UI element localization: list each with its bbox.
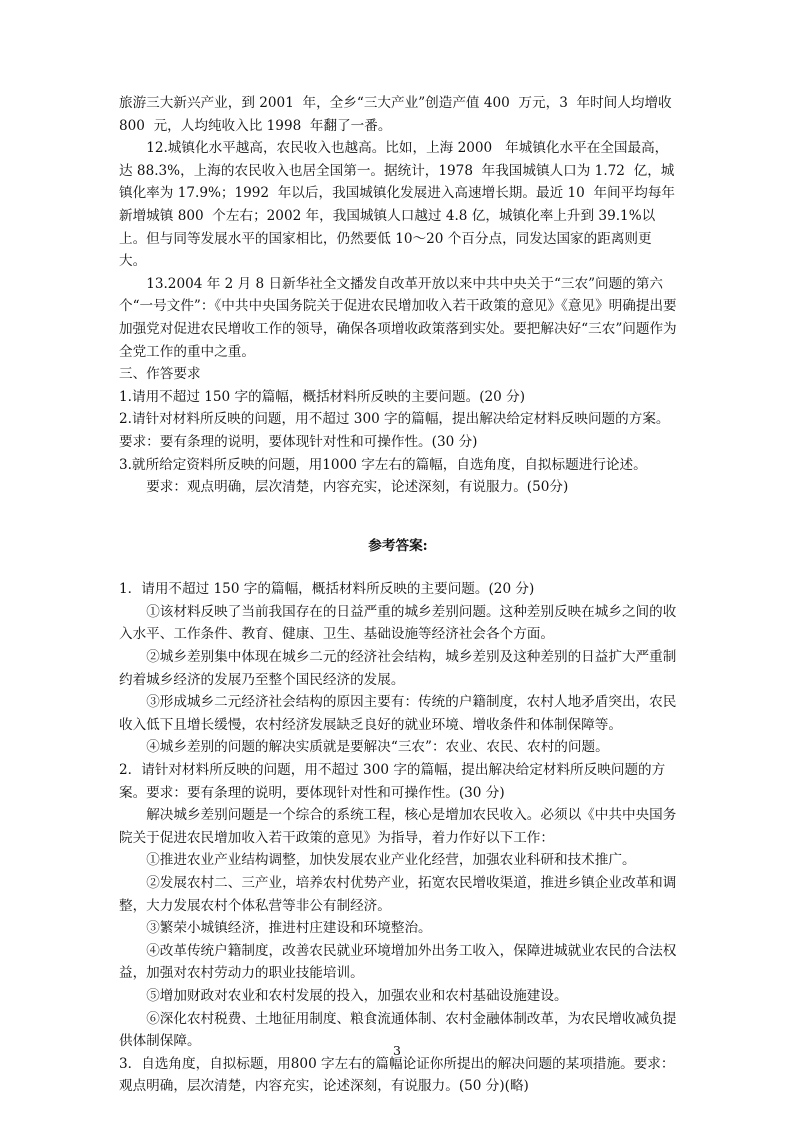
paragraph: ①推进农业产业结构调整，加快发展农业产业化经营，加强农业科研和技术推广。 [146,852,636,869]
page-content [119,92,677,1098]
paragraph: 12.城镇化水平越高，农民收入也越高。比如，上海 2000 年城镇化水平在全国最高，达 88.3%，上海的农民收入也居全国第一。据统计，1978 年我国城镇人口为 1.72 亿，城镇化率为 17.9%；1992 年以后，我国城镇化发展进入高速增长期。最近 10 年间平均每年新增城镇 800 个左右；2002 年，我国城镇人口越过 4.8 亿，城镇化率上升到 39.1%以上。但与同等发展水平的国家相比，仍然要低 10～20 个百分点，同发达国家的距离则更大。 [119,140,676,270]
answer-heading: 参考答案: [368,537,428,554]
material-section [119,92,677,499]
paragraph: 旅游三大新兴产业，到 2001 年，全乡“三大产业”创造产值 400 万元，3 年时间人均增收 800 元，人均纯收入比 1998 年翻了一番。 [119,95,676,134]
paragraph: 三、作答要求 [119,366,201,383]
paragraph: 2．请针对材料所反映的问题，用不超过 300 字的篇幅，提出解决给定材料所反映问题的方案。要求：要有条理的说明，要体现针对性和可操作性。(30 分) [119,762,666,801]
paragraph: 2.请针对材料所反映的问题，用不超过 300 字的篇幅，提出解决给定材料反映问题的方案。要求：要有条理的说明，要体现针对性和可操作性。(30 分) [119,411,670,450]
paragraph: 1．请用不超过 150 字的篇幅，概括材料所反映的主要问题。(20 分) [119,581,535,598]
paragraph: ③繁荣小城镇经济，推进村庄建设和环境整治。 [146,920,432,937]
paragraph: ①该材料反映了当前我国存在的日益严重的城乡差别问题。这种差别反映在城乡之间的收入水平、工作条件、教育、健康、卫生、基础设施等经济社会各个方面。 [119,603,677,643]
answers-section [119,578,677,1098]
paragraph: 1.请用不超过 150 字的篇幅，概括材料所反映的主要问题。(20 分) [119,388,526,405]
paragraph: ④城乡差别的问题的解决实质就是要解决“三农”：农业、农民、农村的问题。 [146,739,609,756]
page-number: 3 [393,1043,401,1058]
paragraph: ②城乡差别集中体现在城乡二元的经济社会结构，城乡差别及这种差别的日益扩大严重制约着城乡经济的发展乃至整个国民经济的发展。 [119,649,677,688]
paragraph: 要求：观点明确，层次清楚，内容充实，论述深刻，有说服力。(50分) [146,479,569,496]
paragraph: ⑤增加财政对农业和农村发展的投入，加强农业和农村基础设施建设。 [146,987,568,1004]
paragraph: ⑥深化农村税费、土地征用制度、粮食流通体制、农村金融体制改革，为农民增收减负提供体制保障。 [119,1010,677,1050]
paragraph: 解决城乡差别问题是一个综合的系统工程，核心是增加农民收入。必须以《中共中央国务院关于促进农民增加收入若干政策的意见》为指导，着力作好以下工作： [119,807,677,846]
paragraph: ④改革传统户籍制度，改善农民就业环境增加外出务工收入，保障进城就业农民的合法权益，加强对农村劳动力的职业技能培训。 [119,942,677,982]
paragraph: ②发展农村二、三产业，培养农村优势产业，拓宽农民增收渠道，推进乡镇企业改革和调整，大力发展农村个体私营等非公有制经济。 [119,875,677,914]
paragraph: 3．自选角度，自拟标题，用800 字左右的篇幅论证你所提出的解决问题的某项措施。要求：观点明确，层次清楚，内容充实，论述深刻，有说服力。(50 分)(略) [119,1055,675,1095]
paragraph: 3.就所给定资料所反映的问题，用1000 字左右的篇幅，自选角度，自拟标题进行论述。 [119,456,647,473]
paragraph: 13.2004 年 2 月 8 日新华社全文播发自改革开放以来中共中央关于“三农”问题的第六个“一号文件”：《中共中央国务院关于促进农民增加收入若干政策的意见》《意见》明确提出要加强党对促进农民增收工作的领导，确保各项增收政策落到实处。要把解决好“三农”问题作为全党工作的重中之重。 [119,275,677,360]
paragraph: ③形成城乡二元经济社会结构的原因主要有：传统的户籍制度，农村人地矛盾突出，农民收入低下且增长缓慢，农村经济发展缺乏良好的就业环境、增收条件和体制保障等。 [119,694,677,733]
